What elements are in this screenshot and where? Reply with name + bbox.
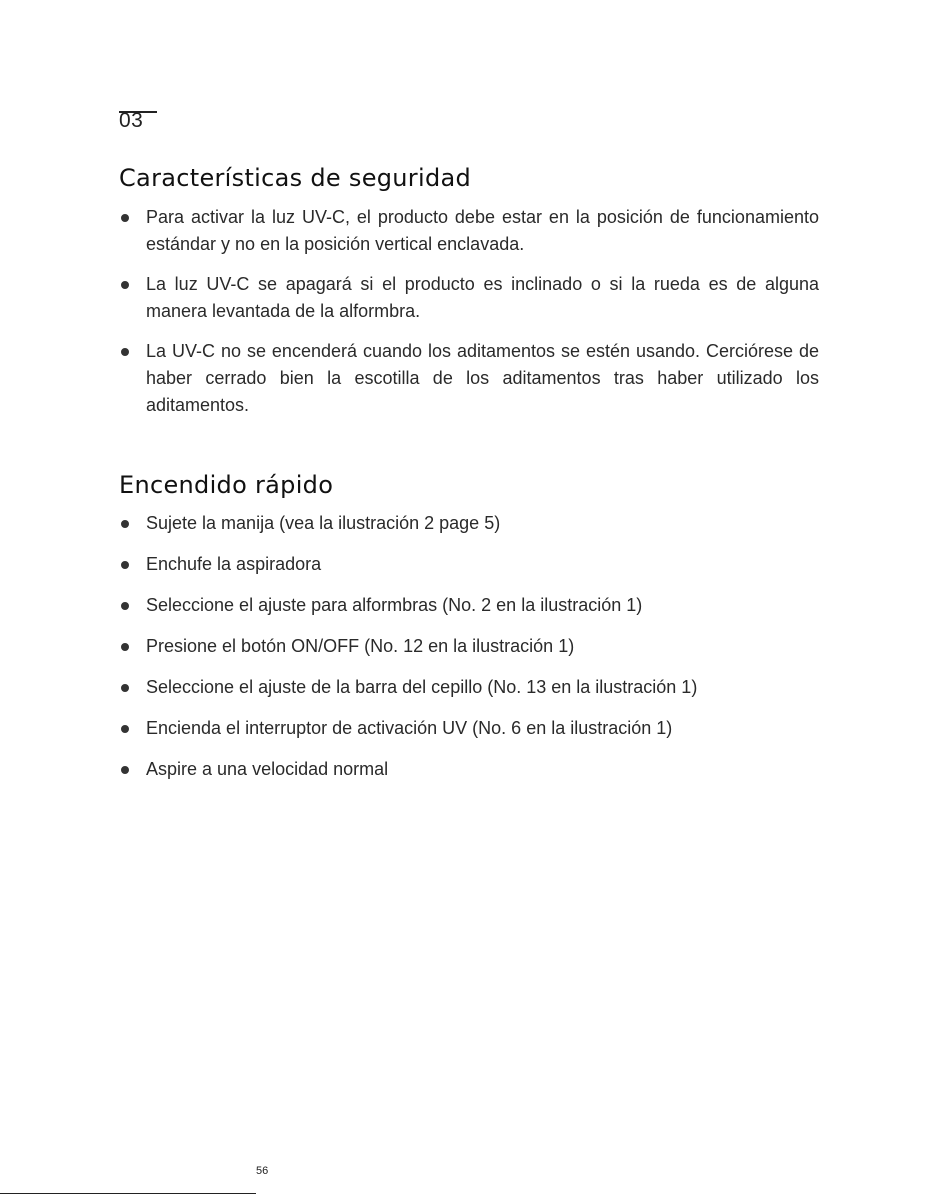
quick-start-heading: Encendido rápido bbox=[119, 471, 334, 499]
bullet-icon bbox=[121, 348, 129, 356]
list-item-text: Aspire a una velocidad normal bbox=[146, 759, 389, 779]
list-item bbox=[119, 204, 819, 258]
list-item bbox=[119, 271, 819, 325]
bullet-icon bbox=[121, 725, 129, 733]
bullet-icon bbox=[121, 520, 129, 528]
section-number: 03 bbox=[119, 109, 144, 132]
list-item bbox=[119, 338, 819, 419]
quick-start-list bbox=[119, 510, 819, 797]
bullet-icon bbox=[121, 684, 129, 692]
safety-features-heading: Características de seguridad bbox=[119, 164, 472, 192]
list-item-text: Presione el botón ON/OFF (No. 12 en la ilustración 1) bbox=[146, 636, 575, 656]
list-item-text: Seleccione el ajuste para alformbras (No. 2 en la ilustración 1) bbox=[146, 595, 643, 615]
list-item-text: La UV-C no se encenderá cuando los aditamentos se estén usando. Cerciórese de haber cerrado bien la escotilla de los aditamentos tras haber utilizado los aditamentos. bbox=[146, 341, 819, 415]
list-item-text: Para activar la luz UV-C, el producto debe estar en la posición de funcionamiento estándar y no en la posición vertical enclavada. bbox=[146, 207, 819, 254]
list-item bbox=[119, 715, 819, 742]
list-item-text: La luz UV-C se apagará si el producto es inclinado o si la rueda es de alguna manera levantada de la alformbra. bbox=[146, 274, 819, 321]
list-item-text: Seleccione el ajuste de la barra del cepillo (No. 13 en la ilustración 1) bbox=[146, 677, 698, 697]
list-item-text: Sujete la manija (vea la ilustración 2 page 5) bbox=[146, 513, 501, 533]
bullet-icon bbox=[121, 643, 129, 651]
page-number: 56 bbox=[256, 1165, 269, 1177]
footer-rule bbox=[0, 1193, 256, 1194]
list-item bbox=[119, 674, 819, 701]
list-item-text: Enchufe la aspiradora bbox=[146, 554, 322, 574]
bullet-icon bbox=[121, 766, 129, 774]
bullet-icon bbox=[121, 602, 129, 610]
list-item-text: Encienda el interruptor de activación UV (No. 6 en la ilustración 1) bbox=[146, 718, 673, 738]
bullet-icon bbox=[121, 561, 129, 569]
list-item bbox=[119, 510, 819, 537]
bullet-icon bbox=[121, 281, 129, 289]
list-item bbox=[119, 551, 819, 578]
list-item bbox=[119, 592, 819, 619]
list-item bbox=[119, 756, 819, 783]
safety-features-list bbox=[119, 204, 819, 432]
bullet-icon bbox=[121, 214, 129, 222]
list-item bbox=[119, 633, 819, 660]
